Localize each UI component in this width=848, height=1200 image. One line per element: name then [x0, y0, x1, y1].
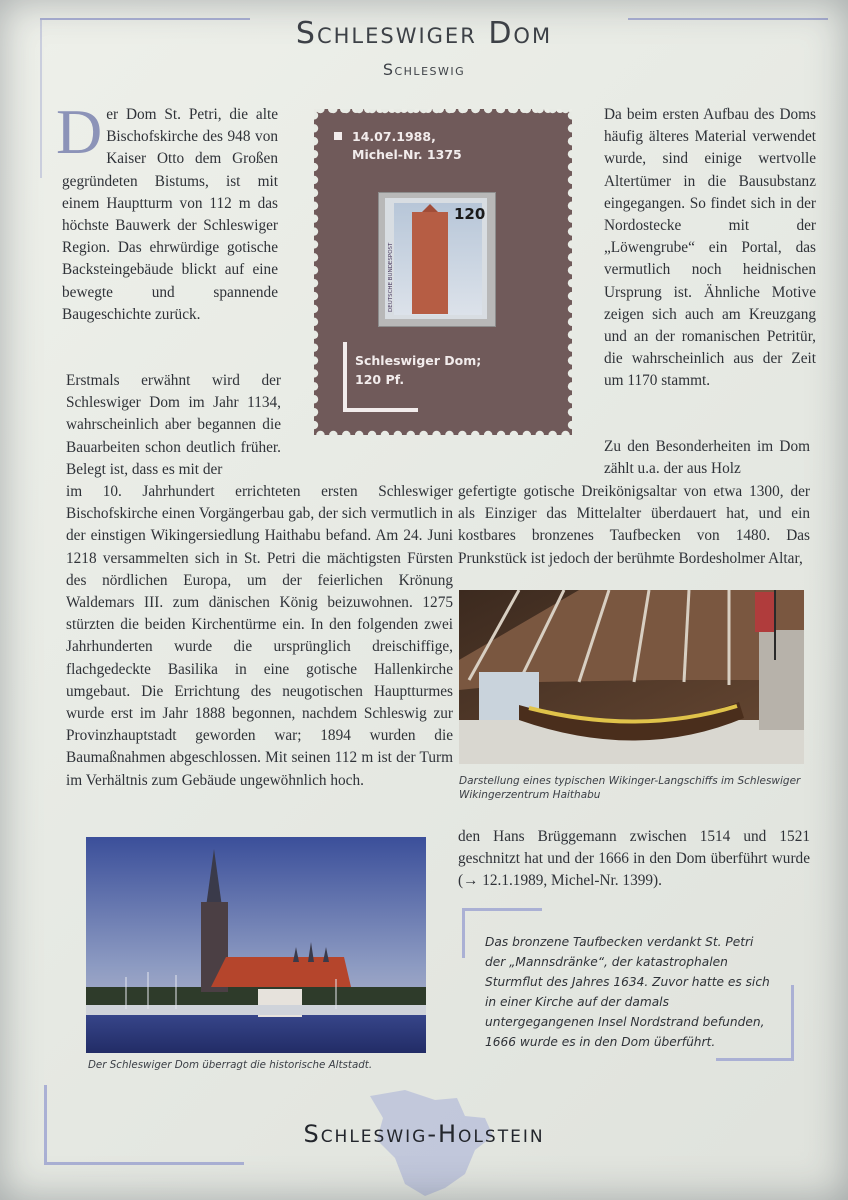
corner-mark-horizontal [343, 408, 418, 412]
viking-ship-photo [459, 590, 804, 764]
stamp-country: DEUTSCHE BUNDESPOST [388, 242, 394, 312]
paragraph-history: im 10. Jahrhundert errichteten ersten Schleswiger Bischofskirche einen Vorgängerbau gab, der sich vermutlich in der einstigen Wikingersiedlung Haithabu befand. Am 24. Juni 1218 versammelten sich in St. Petri die mächtigsten Fürsten des nördlichen Europa, um der feierlichen Krönung Waldemars III. zum dänischen König beizuwohnen. 1275 stürzten die beiden Kirchentürme ein. In den folgenden zwei Jahrhunderten wurde die ursprünglich dreischiffige, flachgedeckte Basilika in eine gotische Hallenkirche umgebaut. Die Errichtung des neugotischen Hauptturmes wurde erst im Jahr 1888 begonnen, nachdem Schleswig zur Provinzhauptstadt geworden war; 1894 wurden die Baumaßnahmen abgeschlossen. Mit seinen 112 m ist der Turm im Verhältnis zum Gebäude ungewöhnlich hoch. [66, 483, 453, 789]
stamp-issue-info [352, 128, 462, 164]
quote-box: Das bronzene Taufbecken verdankt St. Petri der „Mannsdränke“, der katastrophalen Sturmflut des Jahres 1634. Zuvor hatte es sich in einer Kirche auf der damals untergegangenen Insel Nordstrand befunden, 1666 wurde es in den Dom überführt. [485, 935, 770, 1049]
quote-rule-right [791, 985, 794, 1061]
page-subtitle: Schleswig [382, 60, 466, 79]
paragraph-altar: den Hans Brüggemann zwischen 1514 und 1521 geschnitzt hat und der 1666 in den Dom überführt wurde (→ 12.1.1989, Michel-Nr. 1399). [458, 828, 810, 890]
viking-ship-image [459, 590, 804, 764]
bullet-icon [334, 132, 342, 140]
paragraph-history-start: Erstmals erwähnt wird der Schleswiger Dom im Jahr 1134, wahrscheinlich aber begannen die Bauarbeiten schon deutlich früher. Belegt ist, dass es mit der [66, 372, 281, 478]
corner-mark-vertical [343, 342, 347, 412]
quote-rule-bottom [716, 1058, 794, 1061]
paragraph-intro: Der Dom St. Petri, die alte Bischofskirche des 948 von Kaiser Otto dem Großen gegründeten Bistums, ist mit einem Hauptturm von 112 m das höchste Bauwerk der Schleswiger Region. Das ehrwürdige gotische Backsteingebäude blickt auf eine bewegte und spannende Baugeschichte zurück. [56, 96, 278, 323]
paragraph-features-start: Zu den Besonderheiten im Dom zählt u.a. der aus Holz [604, 438, 810, 478]
dropcap: D [56, 96, 103, 167]
dom-photo [86, 837, 426, 1053]
viking-ship-caption: Darstellung eines typischen Wikinger-Langschiffs im Schleswiger Wikingerzentrum Haithabu [459, 775, 801, 801]
bottom-left-rule [44, 1162, 244, 1165]
paragraph-treasures: Da beim ersten Aufbau des Doms häufig älteres Material verwendet wurde, sind einige wertvolle Altertümer in die Bausubstanz eingegangen. So findet sich in der Nordostecke mit der „Löwengrube“ ein Portal, das vermutlich noch heidnischen Ursprung ist. Ähnliche Motive zeigen sich auch am Kreuzgang und an der romanischen Petritür, die wahrscheinlich aus der Zeit um 1170 stammt. [604, 106, 816, 390]
dom-skyline-image [86, 837, 426, 1053]
stamp-catalog-number: Michel-Nr. 1375 [352, 147, 462, 162]
stamp-name: Schleswiger Dom; [355, 353, 482, 368]
stamp-value: 120 Pf. [355, 372, 405, 387]
page-title: Schleswiger Dom [295, 16, 553, 51]
paragraph-features: gefertigte gotische Dreikönigsaltar von etwa 1300, der als Einziger das Mittelalter überdauert hat, und ein kostbares bronzenes Taufbecken von 1480. Das Prunkstück ist jedoch der berühmte Bordesholmer Altar, [458, 483, 810, 567]
stamp-tower-icon [412, 212, 448, 314]
region-footer: Schleswig-Holstein [303, 1120, 545, 1148]
quote-rule-left [462, 908, 465, 958]
stamp-description [355, 351, 481, 389]
dom-caption: Der Schleswiger Dom überragt die historische Altstadt. [88, 1059, 373, 1071]
stamp-face-value: 120 [454, 205, 486, 223]
stamp-date: 14.07.1988, [352, 129, 436, 144]
quote-rule-top [462, 908, 542, 911]
